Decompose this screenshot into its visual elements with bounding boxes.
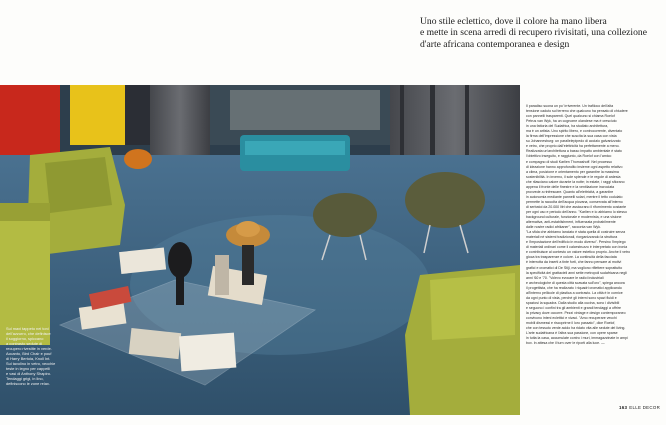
body-line: appena il fronte delle finestre e la ventilazione incrociata [526, 184, 615, 189]
book-stack [129, 328, 181, 359]
armchair-back [45, 157, 112, 213]
body-line: e compagno di studi Karlien Thomashoff. Nel processo [526, 159, 613, 164]
body-line: che rilasciano calore durante la notte; in estate, i raggi sfiorano [526, 179, 625, 184]
page-folio [619, 405, 660, 410]
body-line: la firma dell'impressione che suscita la sua casa con vista [526, 134, 617, 139]
body-line: la privacy dove occorre. Pezzi vintage e design contemporaneo [526, 310, 626, 315]
body-line: e contribuisce al contesto un valore estetico proprio. Anche il vetro [526, 250, 631, 255]
headline-line: e mette in scena arredi di recupero rivisitati, una collezione [420, 27, 647, 39]
article-body [526, 104, 660, 346]
body-line: in tutta la casa, accumulate contro i muri, immagazzinate in ampi [526, 336, 628, 341]
caption-line: il soggiorno, spiccano [6, 336, 44, 341]
caption-line: di Harry Bertoia, Knoll Int. [6, 356, 51, 361]
interior-photo [0, 85, 520, 415]
body-line: all'interno pellicole di plastica a contrasto. La città è in cornice [526, 290, 623, 295]
body-line: e archeologiche di questa città scavata sull'oro", spiega ancora [526, 280, 625, 285]
body-line: alternativa, anti-establishment, influenzata probabilmente [526, 220, 616, 225]
body-line: background culturale, funzionale e modernista, e una visione [526, 215, 622, 220]
body-line: da ogni punto di vista, perché gli interni sono spazi fluidi e [526, 295, 617, 300]
caption-line: Sul tavolino in vetro, vecchie [6, 361, 56, 366]
caption-line: a contrasto sedute di [6, 341, 43, 346]
body-line: materiali né sistemi tradizionali, riorganizzando la struttura [526, 235, 618, 240]
body-line: l'obiettivo inseguito, e raggiunto, da Roelof con l'amico [526, 154, 612, 159]
body-line: di ideazione hanno approfondito insieme ogni aspetto relativo [526, 164, 623, 169]
caption-line: Accanto, Bird Chair e pouf [6, 351, 52, 356]
wooden-head [168, 242, 192, 278]
body-line: di serbatoi da 20.000 litri che assicurano il rifornimento costante [526, 204, 627, 209]
body-line: di materiali ordinari come il calcestruzzo è interpretato con ironia [526, 245, 628, 250]
body-line: su Johannesburg: un parallelepipedo di acciaio galvanizzato [526, 139, 621, 144]
body-line: e l'impostazione dell'edificio in modo diverso". Persino l'impiego [526, 240, 626, 245]
armchair-cushion [430, 273, 515, 340]
bird-chair [313, 193, 377, 237]
body-line: per ogni uso e periodo dell'anno. "Karlien e io abbiamo lo stesso [526, 209, 627, 214]
dark-window-frame [125, 85, 153, 145]
body-line: L'arte sudafricana è l'altra sua passione, con opere sparse [526, 331, 618, 336]
caption-line: e vasi di Anthony Shapiro. [6, 371, 51, 376]
hat-stand [242, 245, 254, 285]
magazine-name: ELLE DECOR [629, 405, 661, 410]
headline-line: Uno stile eclettico, dove il colore ha mano libera [420, 16, 607, 27]
body-line: Realizzata un'architettura a basso impatto ambientale è stato [526, 149, 622, 154]
orange-pouf [124, 149, 152, 169]
caption-line: recupero rivestite in verde. [6, 346, 52, 351]
body-line: in autonomia mediante pannelli solari, mentre il tetto codulato [526, 194, 623, 199]
body-line: a clima, posizione e orientamento per garantire la massima [526, 169, 619, 174]
page-number: 163 [619, 405, 628, 410]
body-line: gioca tra trasparenze e colore. La continuità della facciata [526, 255, 617, 260]
bird-chair [405, 172, 485, 228]
caption-line: Sul maxi tappeto nei toni [6, 326, 49, 331]
body-line: Petrus van Wyk, ha un cognome olandese ma è cresciuto [526, 119, 617, 124]
body-line: ma è un artista. Uno spirito libero, e controcorrente, diventato [526, 129, 623, 134]
headline-line: d'arte africana contemporanea e design [420, 38, 570, 50]
body-line: box. In attesa che il turn over le riporti alla luce. — [526, 341, 605, 346]
living-room-illustration [0, 85, 520, 415]
body-line: dalle nostre radici afrikaner", racconta van Wyk. [526, 225, 601, 230]
green-sofa-left [0, 205, 50, 345]
body-line: permette la raccolta dell'acqua piovana, conservata all'interno [526, 199, 623, 204]
body-line: la specificità dei grattacieli anni sette metropoli sudafricana negli [526, 270, 627, 275]
caption-line: dell'azzurro, che definisce [6, 331, 51, 336]
caption-line: definiscono le zone relax. [6, 381, 50, 386]
body-line: convivono inteni eclettici e vivaci. "Amo recuperare vecchi [526, 315, 617, 320]
book-stack [179, 333, 236, 372]
body-line: "La sfida che abbiamo lanciato è stata quella di costruire senza [526, 230, 626, 235]
headline [420, 16, 656, 50]
body-line: grafici e cromatici di De Stijl, ma vogliono riflettere soprattutto [526, 265, 623, 270]
body-line: spaziosi la squadra. Dalla studio alla cucina, sono i divisibili [526, 300, 620, 305]
body-line: è interrotta da inserti a tinte forti, che fanno pensare ai motivi [526, 260, 622, 265]
body-line: che con tessuto verde acido ha ridato vita alle sedute del living. [526, 326, 626, 331]
caption-line: teste in legno per cappelli [6, 366, 51, 371]
daybed-cushion [245, 141, 345, 155]
view-window [230, 90, 380, 130]
body-line: anni '60 e '70. "Volevo evocare le radici industriali [526, 275, 604, 280]
body-line: sostenibilità. In inverno, il sole splende e le regole di ardesia [526, 174, 621, 179]
yellow-glass-panel [70, 85, 125, 145]
body-line: con pannelli trasparenti. Quel qualcuno si chiama Roelof [526, 114, 615, 119]
book-stack [119, 247, 166, 274]
body-line: il progettista, che ha realizzato i riquadri cromatici applicando [526, 285, 622, 290]
caption-line: Tendaggi grigi, in lino, [6, 376, 44, 381]
ceramic-vase [215, 255, 229, 295]
body-line: provvede a rinfrescare. Quanto all'elettricità, a garantire [526, 189, 614, 194]
body-line: Il paradiso suona un po' irriverente. Un trafiloco dell'alta [526, 104, 614, 108]
photo-caption [6, 326, 70, 386]
body-line: e vetro, che proprio dall'elettricità ha perfettamente a meno. [526, 144, 620, 149]
body-line: in una fattoria del Sudafrica, ha studiato architettura, [526, 124, 609, 129]
body-line: tensione caduto sul terreno che qualcuno ha pensato di chiudere [526, 109, 628, 114]
body-line: e seguono i confini tra gli ambienti e grandi tendaggi a offrire [526, 305, 621, 310]
sofa-arm [0, 203, 50, 221]
body-line: mobili dismessi e riscoprirne il loro passato", dice Roelof, [526, 321, 616, 326]
